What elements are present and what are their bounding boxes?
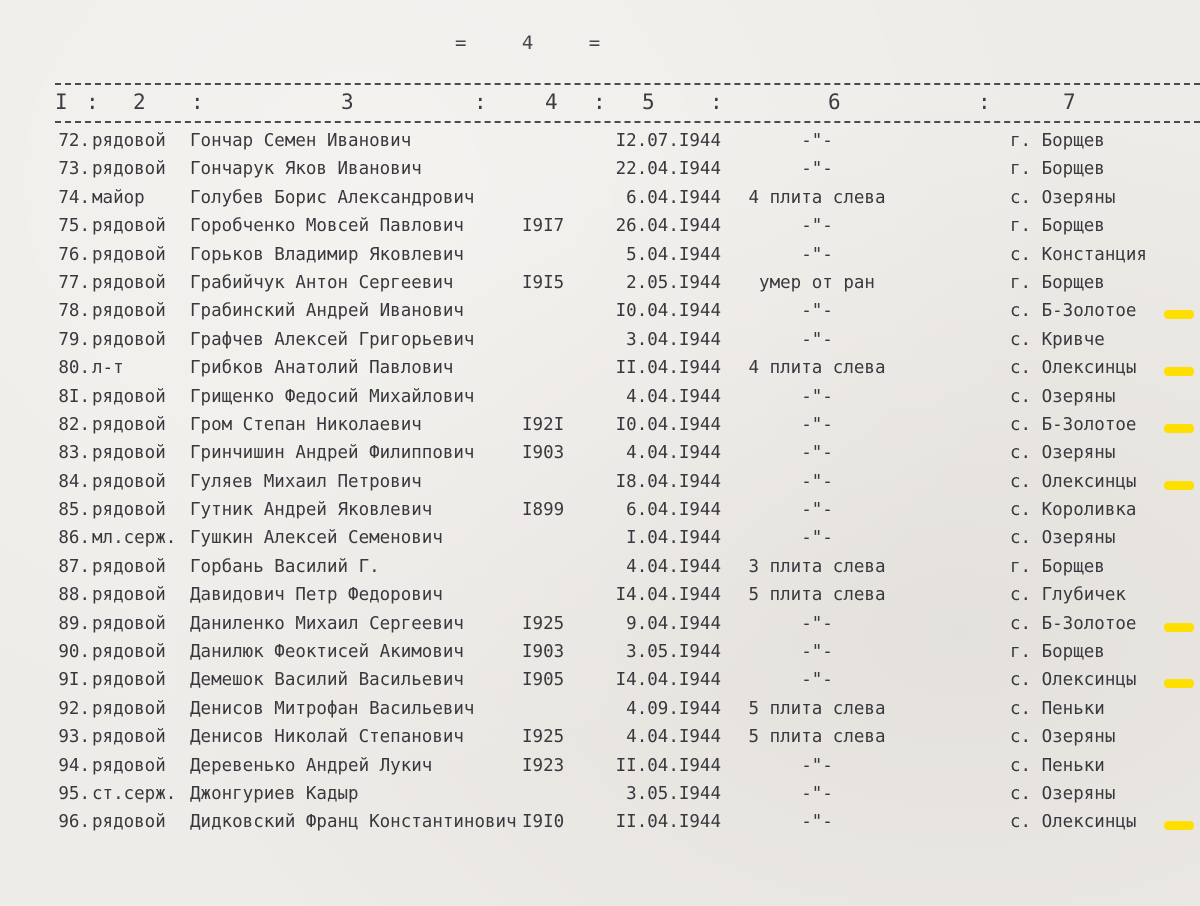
row-death-date: 4.09.I944 [626,698,721,719]
row-burial-note: умер от ран [759,272,875,293]
table-row [0,784,1200,812]
row-full-name: Гринчишин Андрей Филиппович [190,443,475,464]
row-rank: рядовой [92,216,166,237]
row-full-name: Гутник Андрей Яковлевич [190,500,433,521]
table-row [0,415,1200,443]
highlight-marker [1164,821,1194,830]
row-place: г. Борщев [1010,556,1105,577]
table-row [0,642,1200,670]
row-death-date: II.04.I944 [615,812,721,833]
row-rank: рядовой [92,471,166,492]
row-burial-note: 3 плита слева [748,556,886,577]
row-burial-note: -"- [801,471,833,492]
row-death-date: 22.04.I944 [615,159,721,180]
row-rank: рядовой [92,414,166,435]
row-number: 85. [58,500,90,521]
row-place: с. Озеряны [1010,727,1116,748]
row-number: 79. [58,329,90,350]
table-row [0,358,1200,386]
header-top-rule [55,83,1200,85]
row-number: 72. [58,131,90,151]
row-full-name: Гуляев Михаил Петрович [190,471,422,492]
row-number: 9I. [58,670,90,691]
row-full-name: Деревенько Андрей Лукич [190,755,433,776]
row-full-name: Давидович Петр Федорович [190,585,443,606]
row-place: с. Озеряны [1010,528,1116,549]
row-full-name: Грабийчук Антон Сергеевич [190,272,454,293]
table-row [0,273,1200,301]
row-rank: рядовой [92,131,166,151]
row-number: 83. [58,443,90,464]
row-rank: рядовой [92,613,166,634]
table-row [0,500,1200,528]
row-death-date: 5.04.I944 [626,244,721,265]
row-burial-note: -"- [801,528,833,549]
row-death-date: 4.04.I944 [626,443,721,464]
row-full-name: Гончарук Яков Иванович [190,159,422,180]
row-death-date: 3.04.I944 [626,329,721,350]
table-row [0,301,1200,329]
row-place: с. Озеряны [1010,443,1116,464]
row-burial-note: 5 плита слева [748,698,886,719]
row-rank: рядовой [92,812,166,833]
row-full-name: Демешок Василий Васильевич [190,670,464,691]
row-number: 90. [58,642,90,663]
row-death-date: 4.04.I944 [626,727,721,748]
row-place: г. Борщев [1010,216,1105,237]
row-number: 77. [58,272,90,293]
row-birth-year: I923 [522,755,565,776]
row-burial-note: 4 плита слева [748,187,886,208]
table-row [0,159,1200,187]
row-full-name: Горобченко Мовсей Павлович [190,216,464,237]
highlight-marker [1164,623,1194,632]
row-number: 75. [58,216,90,237]
row-burial-note: -"- [801,812,833,833]
row-death-date: 4.04.I944 [626,556,721,577]
row-place: г. Борщев [1010,131,1105,151]
row-birth-year: I899 [522,500,565,521]
row-birth-year: I925 [522,727,565,748]
row-number: 92. [58,698,90,719]
header-separator: : [474,90,487,114]
header-separator: : [191,90,204,114]
highlight-marker [1164,310,1194,319]
row-full-name: Гушкин Алексей Семенович [190,528,443,549]
row-death-date: 6.04.I944 [626,187,721,208]
row-death-date: II.04.I944 [615,358,721,379]
row-place: с. Короливка [1010,500,1137,521]
row-place: с. Б-Золотое [1010,414,1137,435]
table-row [0,443,1200,471]
row-number: 74. [58,187,90,208]
table-row [0,699,1200,727]
row-death-date: I0.04.I944 [615,301,721,322]
header-separator: : [978,90,991,114]
row-number: 80. [58,358,90,379]
row-place: с. Олексинцы [1010,670,1137,691]
row-birth-year: I903 [522,443,565,464]
row-place: с. Б-Золотое [1010,301,1137,322]
highlight-marker [1164,367,1194,376]
row-death-date: I.04.I944 [626,528,721,549]
row-birth-year: I9I0 [522,812,565,833]
row-place: с. Констанция [1010,244,1147,265]
row-burial-note: 5 плита слева [748,585,886,606]
row-number: 87. [58,556,90,577]
header-col-7: 7 [1063,90,1076,114]
row-burial-note: -"- [801,329,833,350]
row-rank: рядовой [92,642,166,663]
row-death-date: I2.07.I944 [615,131,721,151]
table-row [0,585,1200,613]
column-header-row [0,90,1200,120]
row-full-name: Грищенко Федосий Михайлович [190,386,475,407]
row-place: с. Б-Золотое [1010,613,1137,634]
row-full-name: Горьков Владимир Яковлевич [190,244,464,265]
row-burial-note: -"- [801,131,833,151]
record-list [0,131,1200,841]
row-death-date: I4.04.I944 [615,670,721,691]
row-place: с. Пеньки [1010,698,1105,719]
row-full-name: Даниленко Михаил Сергеевич [190,613,464,634]
row-full-name: Данилюк Феоктисей Акимович [190,642,464,663]
row-rank: рядовой [92,386,166,407]
table-row [0,131,1200,159]
row-place: с. Озеряны [1010,783,1116,804]
row-rank: рядовой [92,727,166,748]
header-col-3: 3 [341,90,354,114]
row-death-date: 9.04.I944 [626,613,721,634]
row-number: 86. [58,528,90,549]
row-rank: рядовой [92,670,166,691]
row-number: 93. [58,727,90,748]
row-burial-note: -"- [801,414,833,435]
row-place: с. Кривче [1010,329,1105,350]
row-rank: рядовой [92,500,166,521]
row-rank: мл.серж. [92,528,177,549]
row-place: с. Олексинцы [1010,358,1137,379]
row-rank: рядовой [92,301,166,322]
row-rank: рядовой [92,698,166,719]
row-birth-year: I925 [522,613,565,634]
header-col-5: 5 [642,90,655,114]
row-rank: рядовой [92,272,166,293]
highlight-marker [1164,481,1194,490]
row-birth-year: I9I5 [522,272,565,293]
header-separator: : [710,90,723,114]
row-rank: рядовой [92,159,166,180]
table-row [0,614,1200,642]
row-burial-note: -"- [801,386,833,407]
row-rank: рядовой [92,585,166,606]
row-death-date: 26.04.I944 [615,216,721,237]
row-rank: рядовой [92,329,166,350]
row-rank: рядовой [92,443,166,464]
row-death-date: I8.04.I944 [615,471,721,492]
table-row [0,756,1200,784]
row-burial-note: 5 плита слева [748,727,886,748]
header-separator: : [593,90,606,114]
row-place: г. Борщев [1010,272,1105,293]
row-number: 88. [58,585,90,606]
row-place: г. Борщев [1010,159,1105,180]
row-number: 96. [58,812,90,833]
row-full-name: Грабинский Андрей Иванович [190,301,464,322]
row-number: 94. [58,755,90,776]
row-burial-note: -"- [801,613,833,634]
row-number: 95. [58,783,90,804]
row-birth-year: I92I [522,414,565,435]
row-rank: рядовой [92,244,166,265]
row-burial-note: -"- [801,670,833,691]
row-rank: рядовой [92,556,166,577]
row-full-name: Джонгуриев Кадыр [190,783,359,804]
row-rank: рядовой [92,755,166,776]
row-number: 73. [58,159,90,180]
row-full-name: Графчев Алексей Григорьевич [190,329,475,350]
row-death-date: I0.04.I944 [615,414,721,435]
header-col-4: 4 [545,90,558,114]
page-number: = 4 = [455,32,603,54]
row-number: 78. [58,301,90,322]
header-col-2: 2 [133,90,146,114]
table-row [0,670,1200,698]
row-place: с. Озеряны [1010,386,1116,407]
header-col-6: 6 [828,90,841,114]
table-row [0,472,1200,500]
table-row [0,330,1200,358]
header-bottom-rule [55,121,1200,123]
row-birth-year: I9I7 [522,216,565,237]
header-separator: : [86,90,99,114]
row-death-date: 6.04.I944 [626,500,721,521]
row-burial-note: -"- [801,443,833,464]
row-burial-note: -"- [801,301,833,322]
highlight-marker [1164,424,1194,433]
row-death-date: 2.05.I944 [626,272,721,293]
row-full-name: Денисов Митрофан Васильевич [190,698,475,719]
row-number: 76. [58,244,90,265]
row-place: г. Борщев [1010,642,1105,663]
table-row [0,216,1200,244]
row-full-name: Гончар Семен Иванович [190,131,412,151]
row-full-name: Горбань Василий Г. [190,556,380,577]
highlight-marker [1164,679,1194,688]
row-number: 8I. [58,386,90,407]
row-burial-note: -"- [801,500,833,521]
row-number: 84. [58,471,90,492]
row-rank: ст.серж. [92,783,177,804]
table-row [0,528,1200,556]
row-burial-note: -"- [801,642,833,663]
row-death-date: 3.05.I944 [626,642,721,663]
table-row [0,245,1200,273]
row-birth-year: I905 [522,670,565,691]
row-number: 89. [58,613,90,634]
row-rank: майор [92,187,145,208]
row-death-date: 3.05.I944 [626,783,721,804]
table-row [0,188,1200,216]
row-full-name: Дидковский Франц Константинович [190,812,517,833]
row-place: с. Олексинцы [1010,471,1137,492]
row-burial-note: -"- [801,244,833,265]
header-col-1: I [55,90,68,114]
row-rank: л-т [92,358,124,379]
row-birth-year: I903 [522,642,565,663]
table-row [0,557,1200,585]
row-death-date: I4.04.I944 [615,585,721,606]
row-number: 82. [58,414,90,435]
row-burial-note: -"- [801,216,833,237]
row-full-name: Грибков Анатолий Павлович [190,358,454,379]
row-place: с. Озеряны [1010,187,1116,208]
row-full-name: Гром Степан Николаевич [190,414,422,435]
row-place: с. Олексинцы [1010,812,1137,833]
row-burial-note: -"- [801,755,833,776]
row-burial-note: -"- [801,159,833,180]
row-death-date: 4.04.I944 [626,386,721,407]
row-place: с. Пеньки [1010,755,1105,776]
row-full-name: Денисов Николай Степанович [190,727,464,748]
table-row [0,727,1200,755]
row-burial-note: -"- [801,783,833,804]
table-row [0,812,1200,840]
table-row [0,387,1200,415]
row-burial-note: 4 плита слева [748,358,886,379]
row-death-date: II.04.I944 [615,755,721,776]
row-place: с. Глубичек [1010,585,1126,606]
row-full-name: Голубев Борис Александрович [190,187,475,208]
